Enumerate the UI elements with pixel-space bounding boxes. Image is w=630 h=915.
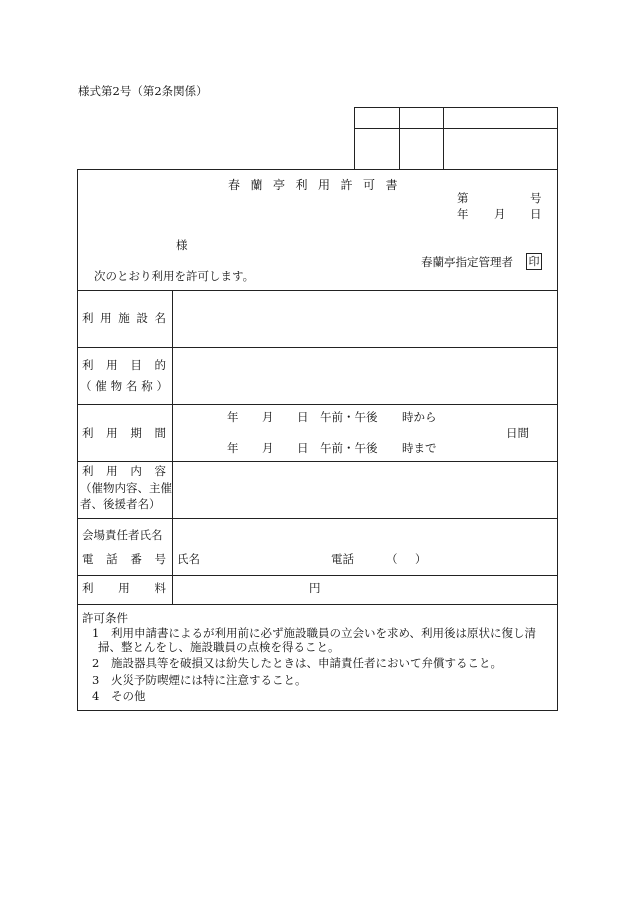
content-label xyxy=(82,466,166,478)
end-month: 月 xyxy=(262,441,274,455)
label-char: 称 xyxy=(141,379,153,393)
condition-item-3 xyxy=(92,675,307,687)
condition-number: 4 xyxy=(92,689,100,703)
label-char: 物 xyxy=(110,379,123,393)
condition-item-4 xyxy=(92,691,146,703)
end-year: 年 xyxy=(227,441,239,455)
intro-text: 次のとおり利用を許可します。 xyxy=(94,269,255,283)
permit-number-label: 第 xyxy=(457,191,469,205)
label-char: 用 xyxy=(106,464,118,478)
label-char: 内 xyxy=(130,464,142,478)
period-label xyxy=(82,428,166,440)
label-char: 目 xyxy=(130,358,142,372)
label-char: 名 xyxy=(125,379,138,393)
addressee-suffix: 様 xyxy=(176,238,188,252)
label-char: 容 xyxy=(154,464,166,478)
label-char: 利 xyxy=(82,358,94,372)
form-title: 春蘭亭利用許可書 xyxy=(228,178,409,192)
label-char: 利 xyxy=(82,311,94,325)
condition-item-1 xyxy=(92,628,536,640)
purpose-label xyxy=(82,360,166,372)
condition-number: 1 xyxy=(92,626,100,640)
purpose-sublabel xyxy=(80,381,168,393)
label-char: 電 xyxy=(82,552,94,566)
label-char: 話 xyxy=(106,552,118,566)
permit-number-suffix: 号 xyxy=(530,191,542,205)
date-month: 月 xyxy=(494,207,506,221)
label-char: 番 xyxy=(130,552,142,566)
content-sublabel-2: 者、後援者名） xyxy=(80,497,161,511)
condition-text: 施設器具等を破損又は紛失したときは、申請責任者において弁償すること。 xyxy=(111,656,502,670)
condition-item-2 xyxy=(92,658,502,670)
label-char: ） xyxy=(156,379,168,393)
label-char: 期 xyxy=(130,426,142,440)
start-time: 時から xyxy=(402,410,437,424)
start-year: 年 xyxy=(227,410,239,424)
label-char: 施 xyxy=(118,311,130,325)
label-char: 用 xyxy=(118,581,130,595)
condition-text: その他 xyxy=(111,689,146,703)
label-char: 設 xyxy=(136,311,148,325)
date-day: 日 xyxy=(530,207,542,221)
label-char: 用 xyxy=(100,311,112,325)
condition-text: 火災予防喫煙には特に注意すること。 xyxy=(111,673,307,687)
label-char: （ xyxy=(80,379,92,393)
label-char: 名 xyxy=(154,311,166,325)
label-char: 利 xyxy=(82,464,94,478)
condition-number: 2 xyxy=(92,656,100,670)
end-day: 日 xyxy=(297,441,309,455)
days-unit: 日間 xyxy=(506,426,529,440)
start-day: 日 xyxy=(297,410,309,424)
responsible-label: 会場責任者氏名 xyxy=(82,528,163,542)
phone-paren-open: （ xyxy=(386,552,398,566)
condition-text: 利用申請書によるが利用前に必ず施設職員の立会いを求め、利用後は原状に復し清 xyxy=(111,626,537,640)
phone-paren-close: ） xyxy=(415,552,427,566)
label-char: 用 xyxy=(106,426,118,440)
fee-label xyxy=(82,583,166,595)
start-month: 月 xyxy=(262,410,274,424)
label-char: 的 xyxy=(154,358,166,372)
content-sublabel-1: （催物内容、主催 xyxy=(80,481,172,495)
issuer-label: 春蘭亭指定管理者 xyxy=(421,255,513,269)
label-char: 間 xyxy=(154,426,166,440)
label-char: 号 xyxy=(154,552,166,566)
condition-text-continued: 掃、整とんをし、施設職員の点検を得ること。 xyxy=(98,640,340,654)
phone-label: 電話 xyxy=(331,552,354,566)
date-year: 年 xyxy=(457,207,469,221)
form-number: 様式第2号（第2条関係） xyxy=(78,84,208,98)
end-time: 時まで xyxy=(402,441,437,455)
conditions-heading: 許可条件 xyxy=(82,611,128,625)
seal-box xyxy=(526,253,542,270)
seal-mark: 印 xyxy=(528,255,540,268)
label-char: 料 xyxy=(154,581,166,595)
fee-unit: 円 xyxy=(309,581,321,595)
start-ampm: 午前・午後 xyxy=(320,410,378,424)
label-char: 催 xyxy=(95,379,107,393)
phone-row-label xyxy=(82,554,166,566)
label-char: 利 xyxy=(82,581,94,595)
label-char: 利 xyxy=(82,426,94,440)
facility-label xyxy=(82,313,166,325)
label-char: 用 xyxy=(106,358,118,372)
name-label: 氏名 xyxy=(177,552,200,566)
end-ampm: 午前・午後 xyxy=(320,441,378,455)
condition-number: 3 xyxy=(92,673,100,687)
